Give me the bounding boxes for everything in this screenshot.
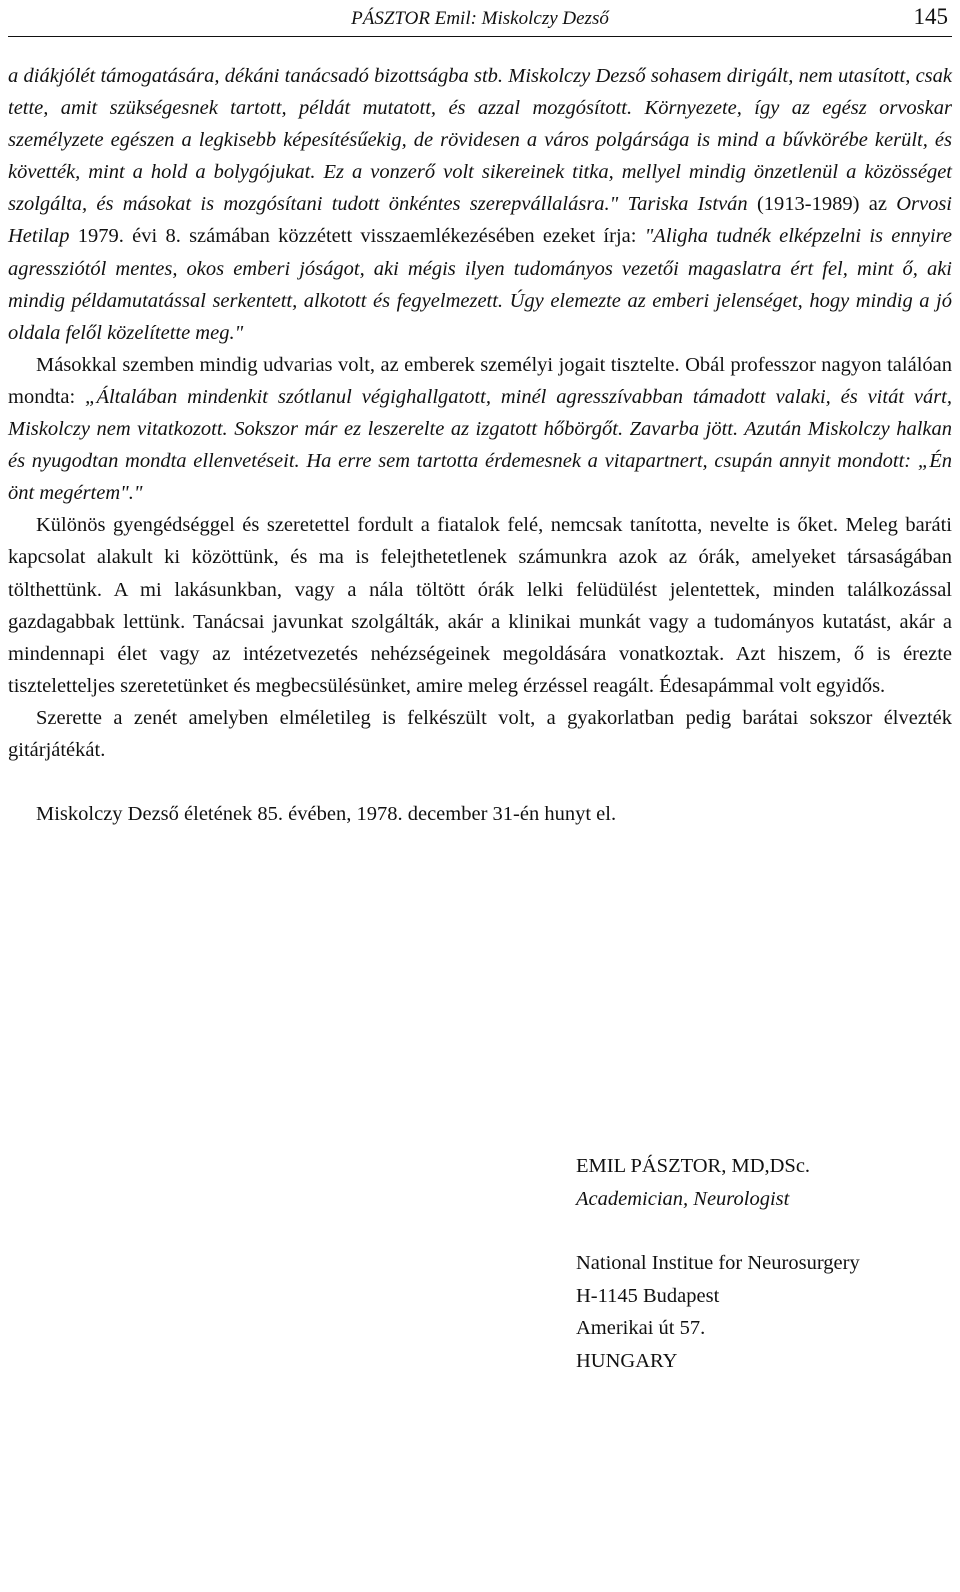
- spacer: [8, 766, 952, 798]
- text-run: (1913-1989) az: [756, 193, 897, 216]
- author-name: EMIL PÁSZTOR, MD,DSc.: [576, 1155, 811, 1177]
- running-header: [8, 2, 952, 36]
- address-postal: H-1145 Budapest: [576, 1284, 720, 1307]
- quote: "Aligha tudnék elképzelni is ennyire agressziótól mentes, okos emberi jóságot, aki mégis ilyen tudományos vezetői magaslatra ért fel, mint ő, aki mindig példamutatással serkentett, alkotott és fegyelmezett. Úgy elemezte az emberi jelenséget, hogy mindig a jó oldala felől közelítette meg.": [8, 225, 952, 344]
- quote: „Általában mindenkit szótlanul végighallgatott, minél agresszívabban támadott valaki, és vitát várt, Miskolczy nem vitatkozott. Sokszor már ez leszerelte az izgatott hőbörgőt. Zavarba jött. Azután Miskolczy halkan és nyugodtan mondta ellenvetéseit. Ha erre sem tartotta érdemesnek a vitapartnert, csupán annyit mondott: „Én önt megértem".": [8, 385, 953, 505]
- address-country: HUNGARY: [576, 1349, 678, 1372]
- quote-continued: a diákjólét támogatására, dékáni tanácsadó bizottságba stb. Miskolczy Dezső sohasem dirigált, nem utasított, csak tette, amit szükségesnek tartott, példát mutatott, és azzal mozgósított. Környezete, így az egész orvoskar személyzete egészen a legkisebb képesítésűekig, de rövidesen a város polgársága is mind a bűvkörébe került, és követték, mint a hold a bolygójukat. Ez a vonzerő volt sikereinek titka, mellyel mindig önzetlenül a közösséget szolgálta, és másokat is mozgósítani tudott önkéntes szerepvállalásra." Tariska István: [8, 65, 952, 216]
- journal-title: Orvosi Hetilap: [8, 193, 952, 248]
- running-title: PÁSZTOR Emil: Miskolczy Dezső: [351, 8, 609, 29]
- paragraph: [8, 349, 952, 509]
- spacer: [576, 1215, 860, 1247]
- paragraph: Különös gyengédséggel és szeretettel fordult a fiatalok felé, nemcsak tanította, nevelte is őket. Meleg baráti kapcsolat alakult ki közöttünk, és ma is felejthetetlenek számunkra azok az órák, amelyeket társaságában tölthettünk. A mi lakásunkban, vagy a nála töltött órák lelki felüdülést jelentettek, minden találkozással gazdagabbak lettünk. Tanácsai javunkat szolgálták, akár a klinikai munkát vagy a tudományos kutatást, akár a mindennapi élet vagy az intézetvezetés nehézségeinek megoldására vonatkoztak. Azt hiszem, ő is érezte tiszteletteljes szeretetünket és megbecsülésünket, amire meleg érzéssel reagált. Édesapámmal volt egyidős.: [8, 514, 952, 697]
- page-number: 145: [913, 4, 948, 29]
- text-run: Másokkal szemben mindig udvarias volt, az emberek személyi jogait tisztelte. Obál professzor nagyon találóan mondta:: [8, 353, 952, 408]
- author-title: Academician, Neurologist: [576, 1187, 790, 1210]
- address-street: Amerikai út 57.: [576, 1317, 706, 1339]
- paragraph: Miskolczy Dezső életének 85. évében, 1978. december 31-én hunyt el.: [36, 803, 617, 826]
- address-institute: National Institue for Neurosurgery: [576, 1252, 860, 1274]
- body-text: [8, 60, 952, 830]
- paragraph: Szerette a zenét amelyben elméletileg is felkészült volt, a gyakorlatban pedig barátai sokszor élvezték gitárjátékát.: [8, 706, 952, 761]
- text-run: 1979. évi 8. számában közzétett visszaemlékezésében ezeket írja:: [69, 225, 645, 248]
- signature-block: [576, 1150, 860, 1377]
- paragraph-continued: [8, 60, 952, 349]
- header-rule: [8, 36, 952, 37]
